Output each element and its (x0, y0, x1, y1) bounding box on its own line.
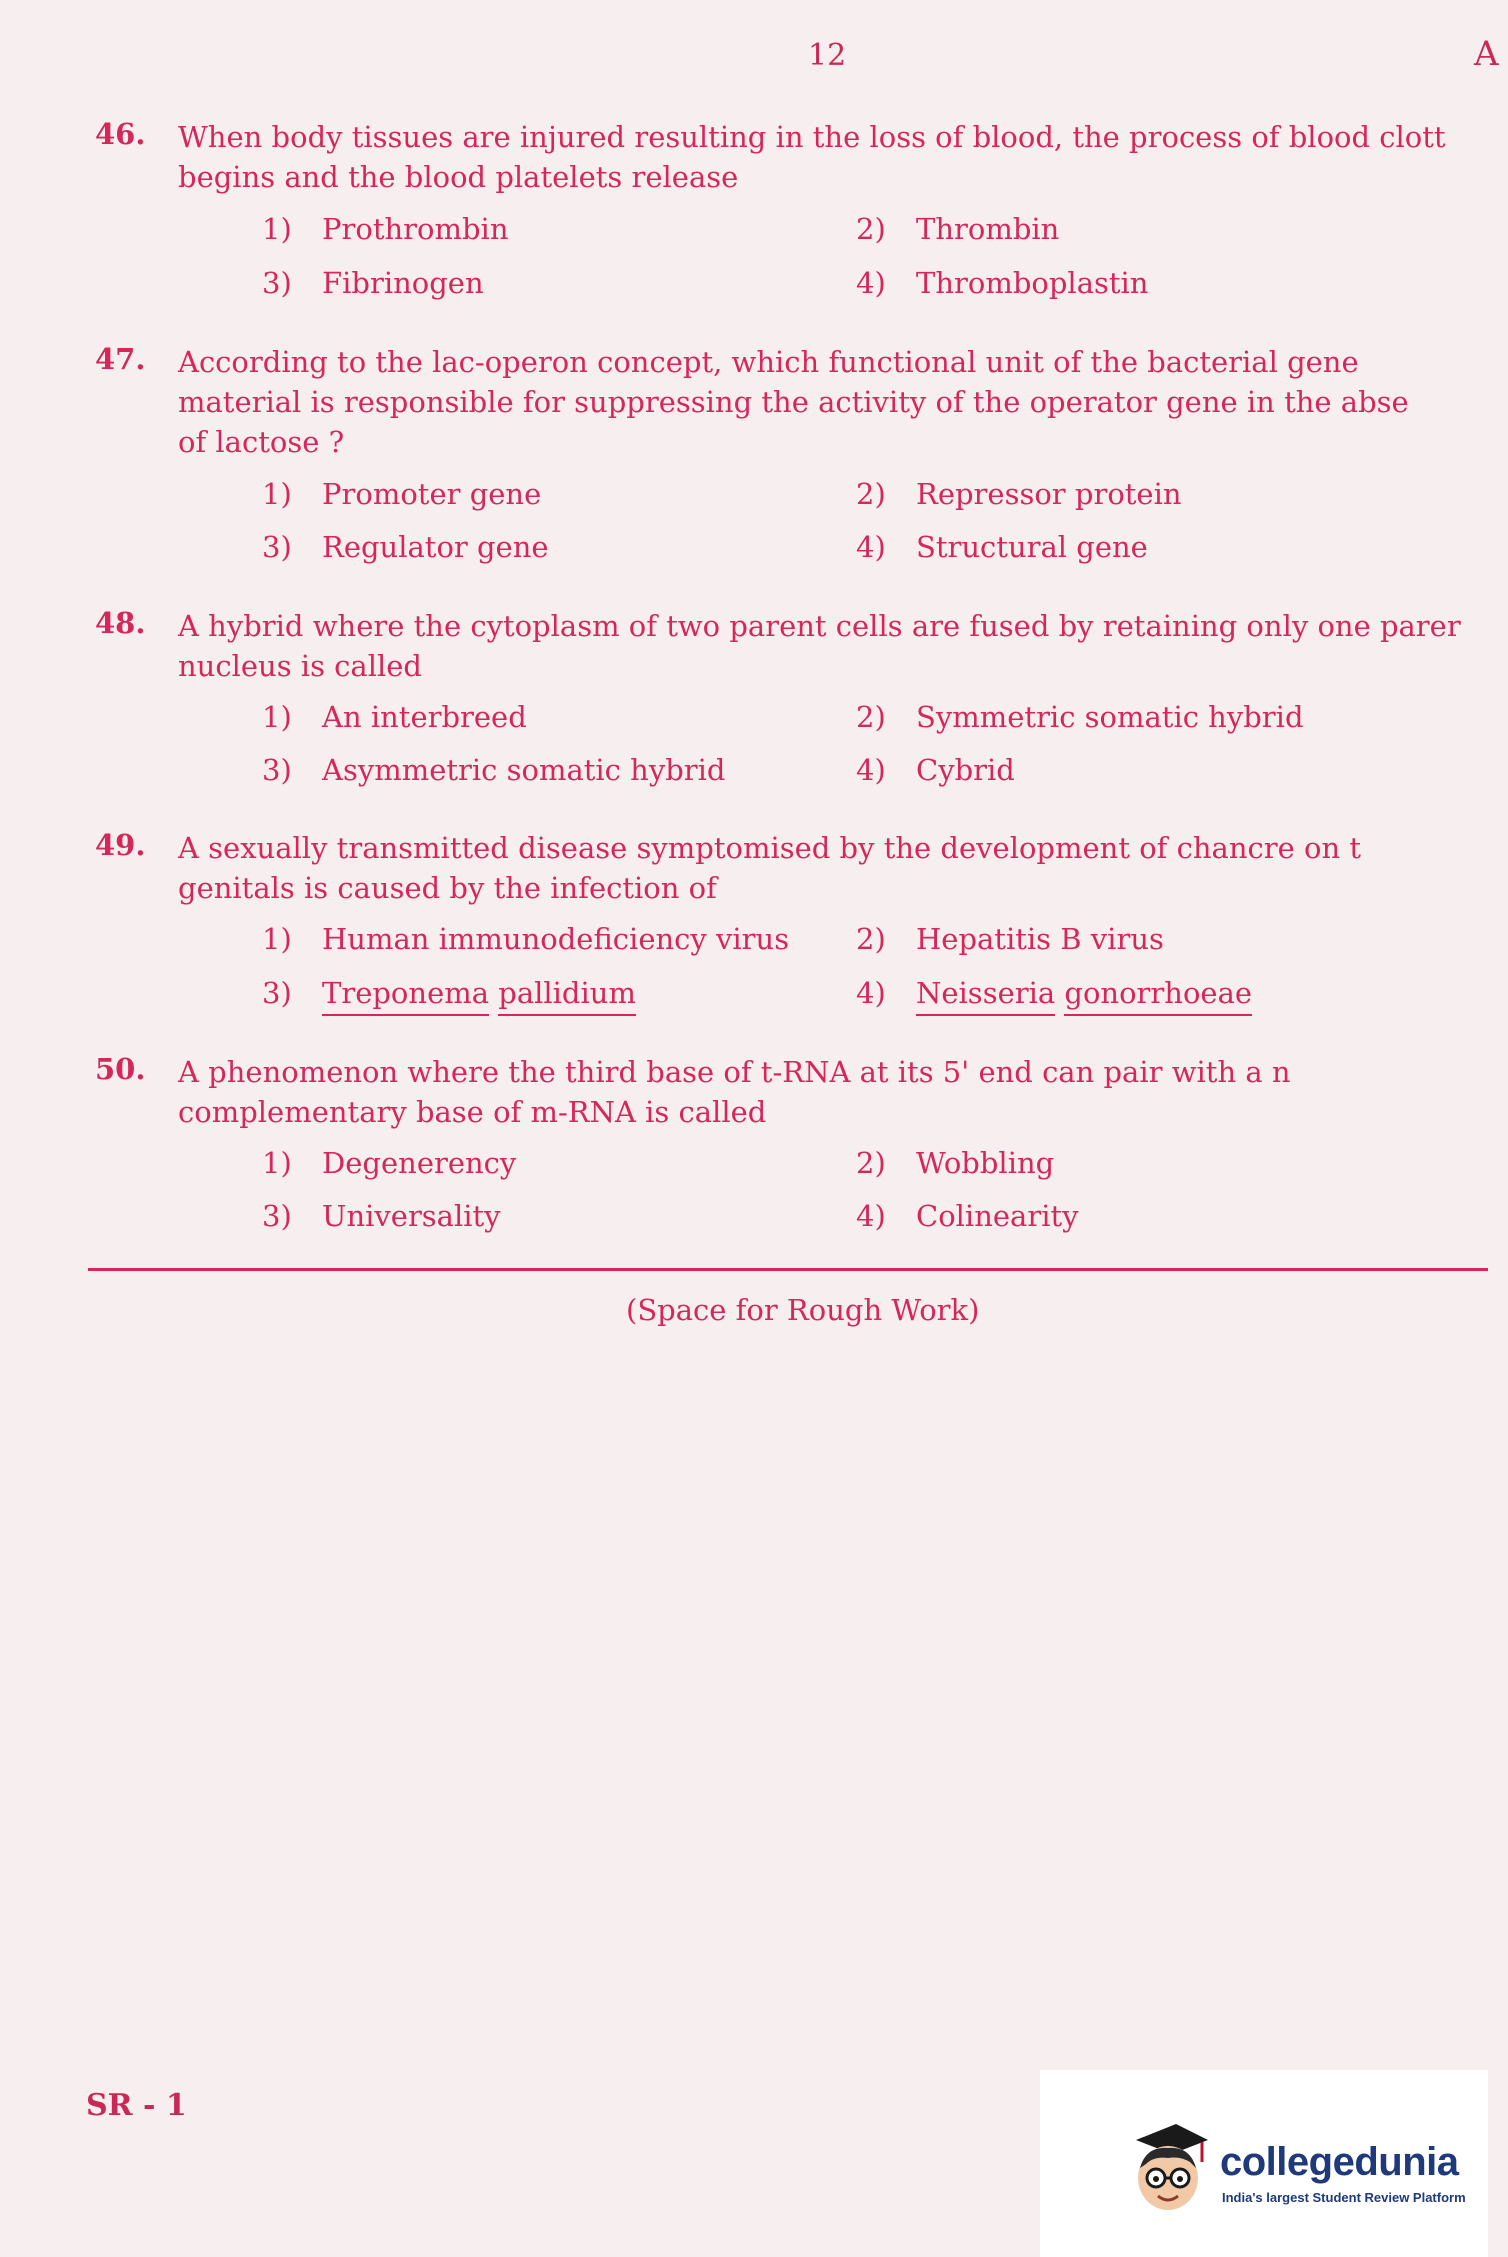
underlined-word: pallidium (498, 976, 636, 1016)
option-2: 2) Hepatitis B virus (856, 922, 1164, 956)
option-4: 4) Structural gene (856, 530, 1148, 564)
question-number: 49. (95, 828, 146, 862)
option-3: 3) Asymmetric somatic hybrid (262, 753, 726, 787)
question-text: A hybrid where the cytoplasm of two parent cells are fused by retaining only one parer nucleus is called (178, 609, 1461, 683)
option-2: 2) Symmetric somatic hybrid (856, 700, 1304, 734)
option-1: 1) Human immunodeficiency virus (262, 922, 790, 956)
logo-tagline: India's largest Student Review Platform (1222, 2190, 1466, 2205)
option-2: 2) Wobbling (856, 1146, 1055, 1180)
option-2: 2) Repressor protein (856, 477, 1182, 511)
option-1: 1) Degenerency (262, 1146, 517, 1180)
question-number: 50. (95, 1052, 146, 1086)
rough-work-label: (Space for Rough Work) (626, 1293, 980, 1327)
option-4: 4) Colinearity (856, 1199, 1079, 1233)
underlined-word: Neisseria (916, 976, 1055, 1016)
option-1: 1) An interbreed (262, 700, 527, 734)
option-1: 1) Prothrombin (262, 212, 509, 246)
question-number: 48. (95, 606, 146, 640)
question-number: 47. (95, 342, 146, 376)
option-4: 4) Neisseria gonorrhoeae (856, 976, 1252, 1010)
divider (88, 1268, 1488, 1271)
underlined-word: Treponema (322, 976, 489, 1016)
question-text: According to the lac-operon concept, which functional unit of the bacterial gene material is responsible for suppressing the activity of the operator gene in the abse of lactose ? (178, 345, 1409, 459)
logo-brand: collegedunia (1220, 2140, 1459, 2184)
option-3: 3) Regulator gene (262, 530, 549, 564)
question-text: A phenomenon where the third base of t-RNA at its 5' end can pair with a n complementary base of m-RNA is called (178, 1055, 1291, 1129)
page-number: 12 (808, 38, 847, 73)
option-3: 3) Universality (262, 1199, 501, 1233)
option-2: 2) Thrombin (856, 212, 1060, 246)
underlined-word: gonorrhoeae (1064, 976, 1252, 1016)
option-4: 4) Cybrid (856, 753, 1015, 787)
option-1: 1) Promoter gene (262, 477, 542, 511)
option-4: 4) Thromboplastin (856, 266, 1149, 300)
question-text: When body tissues are injured resulting in the loss of blood, the process of blood clott begins and the blood platelets release (178, 120, 1446, 194)
option-3: 3) Fibrinogen (262, 266, 484, 300)
question-number: 46. (95, 117, 146, 151)
footer-code: SR - 1 (86, 2088, 187, 2123)
option-3: 3) Treponema pallidium (262, 976, 636, 1010)
question-text: A sexually transmitted disease symptomised by the development of chancre on t genitals is caused by the infection of (178, 831, 1361, 905)
series-letter: A (1474, 34, 1499, 74)
mascot-icon (1128, 2118, 1210, 2218)
